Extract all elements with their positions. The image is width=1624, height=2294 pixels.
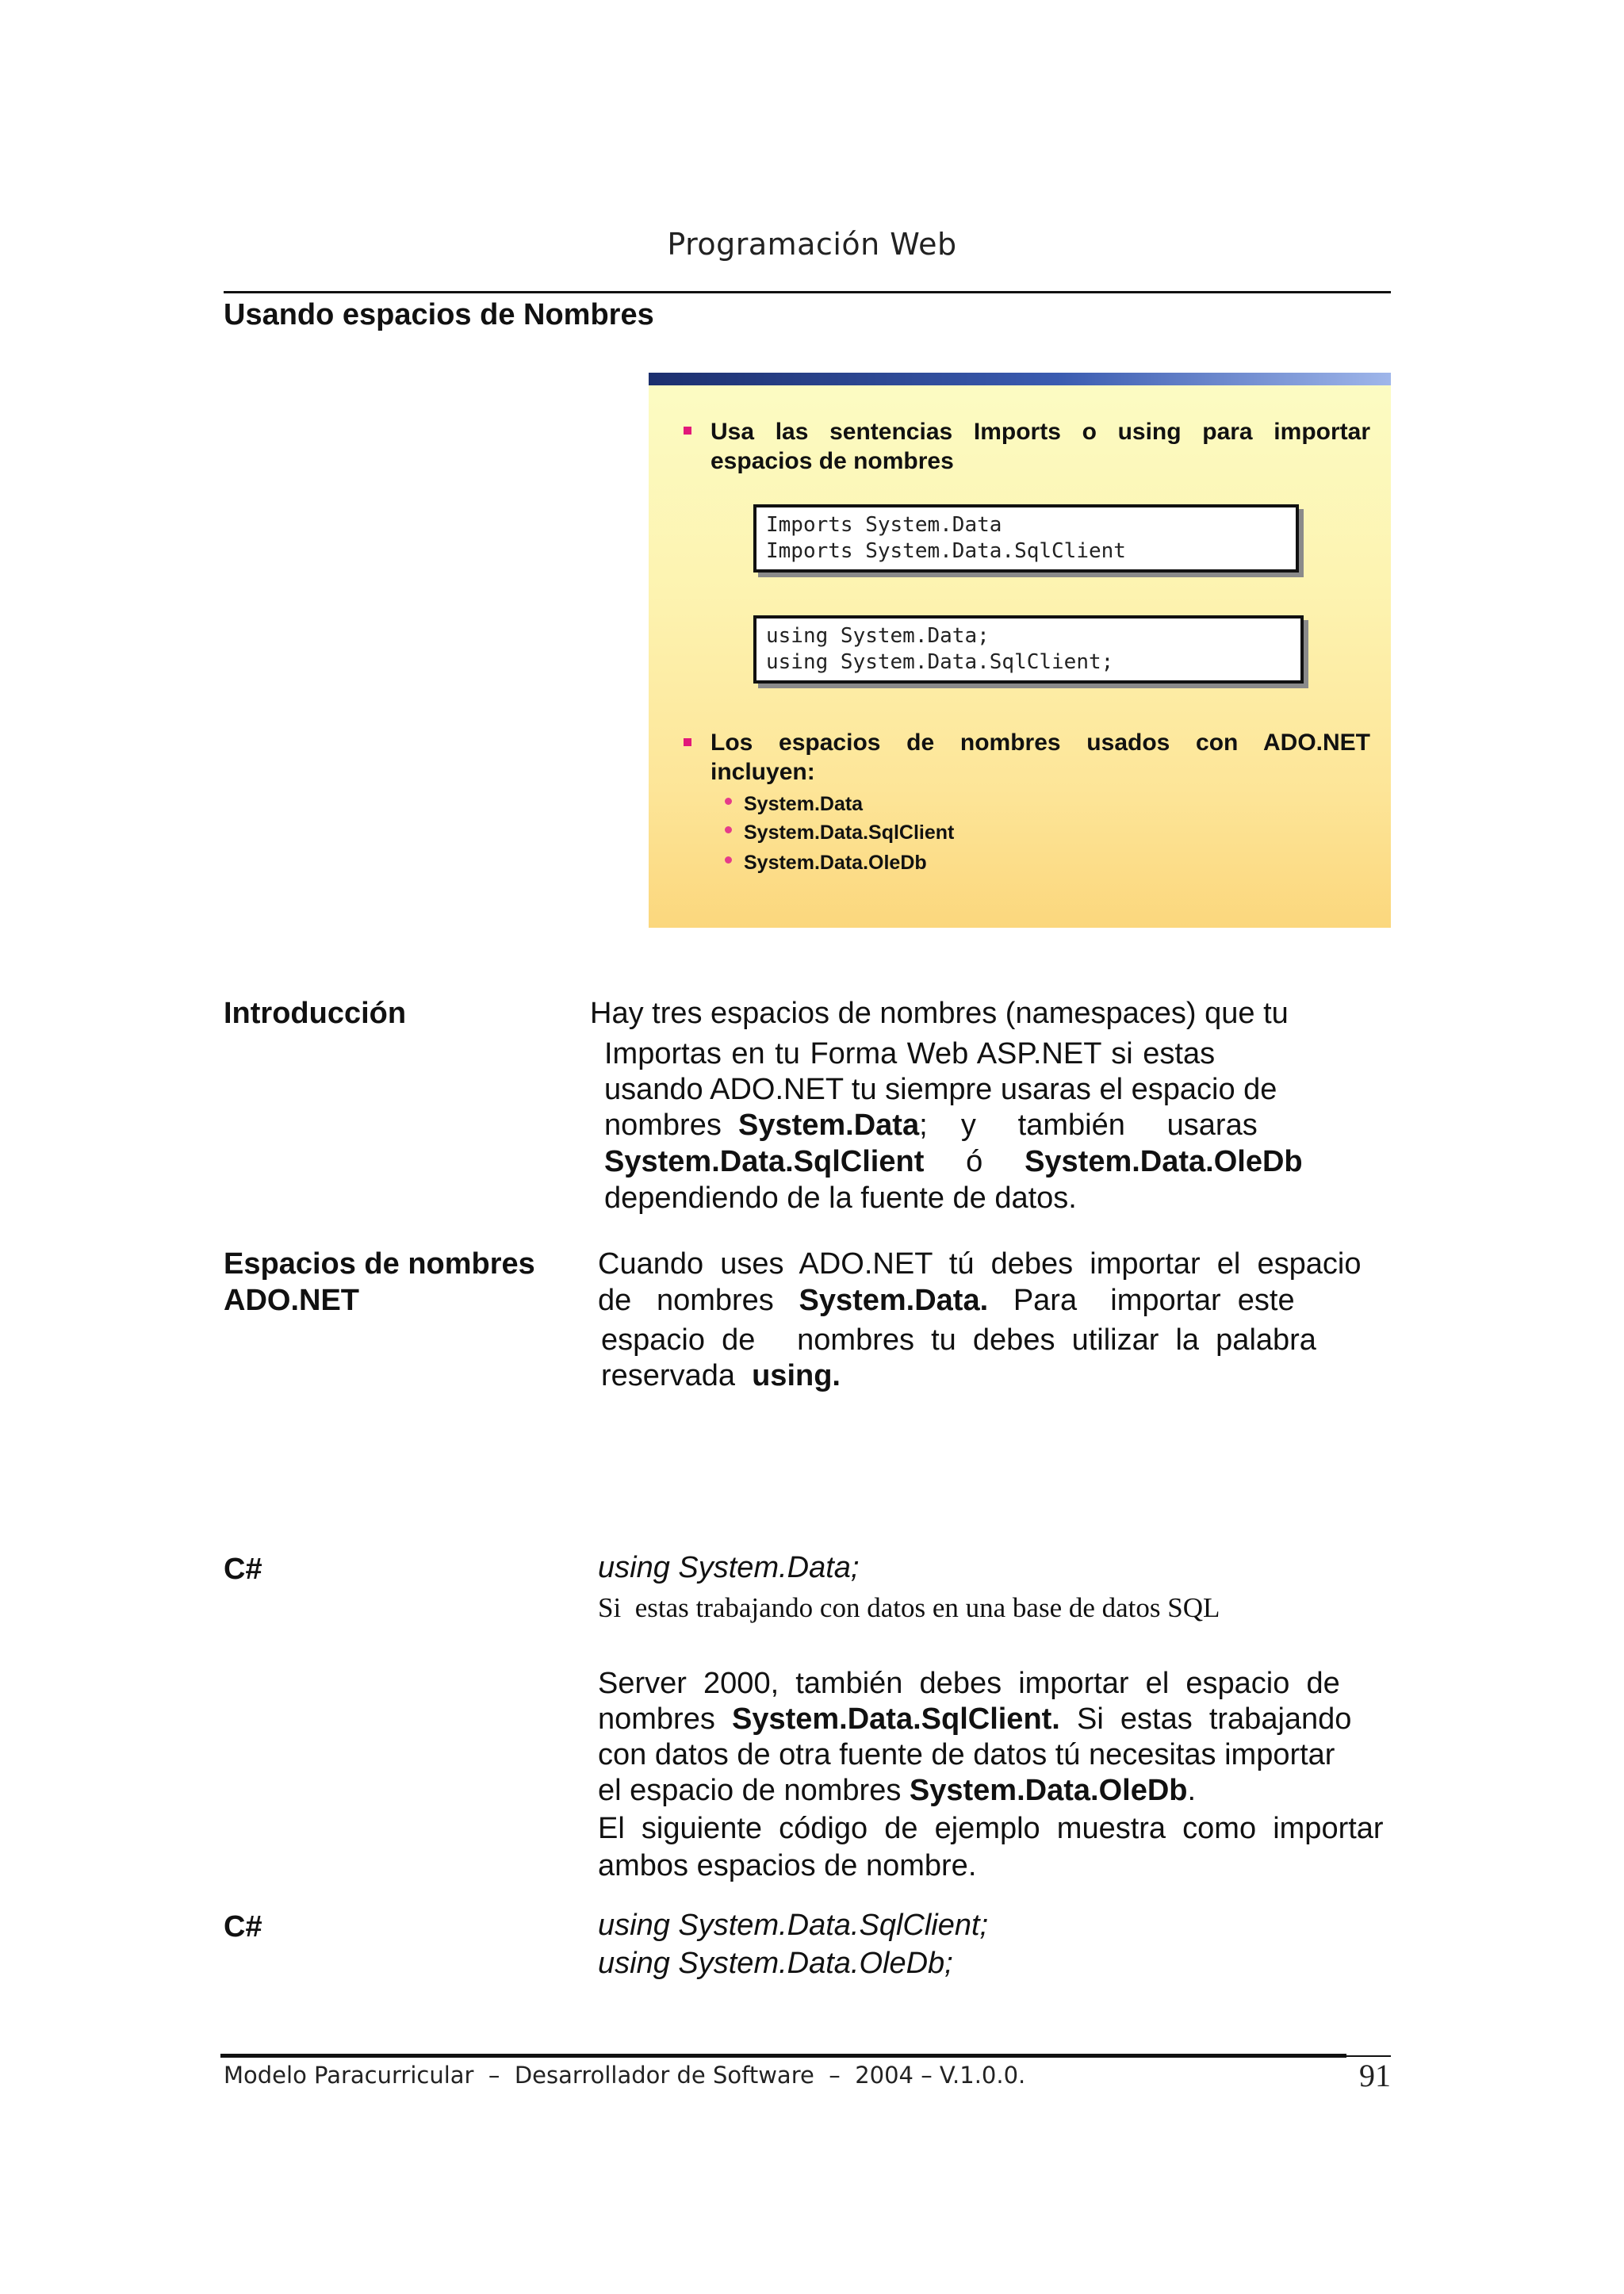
ado-line <box>601 1358 841 1394</box>
page-number: 91 <box>1359 2058 1391 2093</box>
namespace-emphasis: System.Data.OleDb <box>909 1774 1188 1807</box>
intro-label: Introducción <box>224 997 407 1030</box>
slide-image <box>649 373 1391 928</box>
intro-text: ; y también usaras <box>919 1109 1258 1142</box>
csharp-label: C# <box>224 1910 262 1944</box>
header-rule <box>224 291 1391 293</box>
cs1-line <box>598 1701 1351 1737</box>
square-bullet-icon <box>684 738 691 746</box>
code-sample: using System.Data; <box>598 1551 860 1584</box>
intro-line: usando ADO.NET tu siempre usaras el espacio de <box>604 1073 1277 1106</box>
square-bullet-icon <box>684 427 691 435</box>
code-sample: using System.Data.SqlClient; <box>598 1909 989 1942</box>
ado-line: Cuando uses ADO.NET tú debes importar el espacio <box>598 1247 1362 1281</box>
slide-bullet-1-line-2: espacios de nombres <box>710 448 954 474</box>
cs1-text: Si estas trabajando <box>1059 1702 1352 1736</box>
keyword-emphasis: using. <box>752 1359 841 1392</box>
cs-using-code-box <box>753 615 1304 684</box>
page-header-title: Programación Web <box>667 227 957 262</box>
code-line: Imports System.Data.SqlClient <box>766 539 1126 563</box>
ado-line: espacio de nombres tu debes utilizar la palabra <box>601 1323 1316 1357</box>
namespace-emphasis: System.Data.OleDb <box>1025 1145 1303 1178</box>
namespace-item: System.Data.OleDb <box>744 852 927 874</box>
ado-label-line-1: Espacios de nombres <box>224 1247 535 1281</box>
intro-text: nombres <box>604 1109 738 1142</box>
namespace-emphasis: System.Data <box>737 1109 920 1142</box>
intro-line <box>604 1107 1258 1143</box>
cs1-line: Server 2000, también debes importar el espacio de <box>598 1667 1340 1700</box>
code-sample: using System.Data.OleDb; <box>598 1947 953 1980</box>
slide-title-bar <box>649 373 1391 385</box>
ado-text: de nombres <box>598 1284 799 1317</box>
namespace-emphasis: System.Data. <box>799 1284 989 1317</box>
intro-line <box>604 1143 1303 1180</box>
namespace-item: System.Data <box>744 793 864 815</box>
intro-line: Importas en tu Forma Web ASP.NET si estas <box>604 1037 1216 1070</box>
footer-text: Modelo Paracurricular – Desarrollador de Software – 2004 – V.1.0.0. <box>224 2062 1026 2089</box>
code-line: using System.Data.SqlClient; <box>766 650 1114 674</box>
namespace-item: System.Data.SqlClient <box>744 821 955 844</box>
intro-text: ó <box>924 1145 1025 1178</box>
slide-bullet-1-line-1: Usa las sentencias Imports o using para importar <box>710 419 1370 445</box>
namespace-emphasis: System.Data.SqlClient. <box>731 1702 1060 1736</box>
cs1-text: el espacio de nombres <box>598 1774 910 1807</box>
namespace-emphasis: System.Data.SqlClient <box>604 1145 925 1178</box>
code-line: using System.Data; <box>766 624 990 648</box>
ado-text: Para importar este <box>988 1284 1295 1317</box>
cs1-text: . <box>1187 1774 1197 1807</box>
ado-line <box>598 1282 1295 1319</box>
code-line: Imports System.Data <box>766 513 1002 537</box>
cs1-line <box>598 1772 1196 1809</box>
footer-rule <box>220 2054 1346 2058</box>
round-bullet-icon <box>725 826 732 833</box>
csharp-label: C# <box>224 1553 262 1586</box>
intro-line: dependiendo de la fuente de datos. <box>604 1181 1077 1215</box>
section-title: Usando espacios de Nombres <box>224 298 654 331</box>
cs1-line: con datos de otra fuente de datos tú necesitas importar <box>598 1738 1335 1771</box>
cs1-text: nombres <box>598 1702 732 1736</box>
vb-imports-code-box <box>753 504 1299 573</box>
intro-line: Hay tres espacios de nombres (namespaces) que tu <box>590 997 1289 1030</box>
slide-bullet-2-line-2: incluyen: <box>710 759 815 785</box>
cs1-line: El siguiente código de ejemplo muestra como importar <box>598 1812 1384 1845</box>
ado-label-line-2: ADO.NET <box>224 1284 359 1317</box>
slide-bullet-2-line-1: Los espacios de nombres usados con ADO.NET <box>710 730 1370 756</box>
ado-text: reservada <box>601 1359 753 1392</box>
round-bullet-icon <box>725 856 732 864</box>
cs1-line: ambos espacios de nombre. <box>598 1849 977 1882</box>
body-serif-line: Si estas trabajando con datos en una base de datos SQL <box>598 1592 1220 1623</box>
round-bullet-icon <box>725 798 732 805</box>
